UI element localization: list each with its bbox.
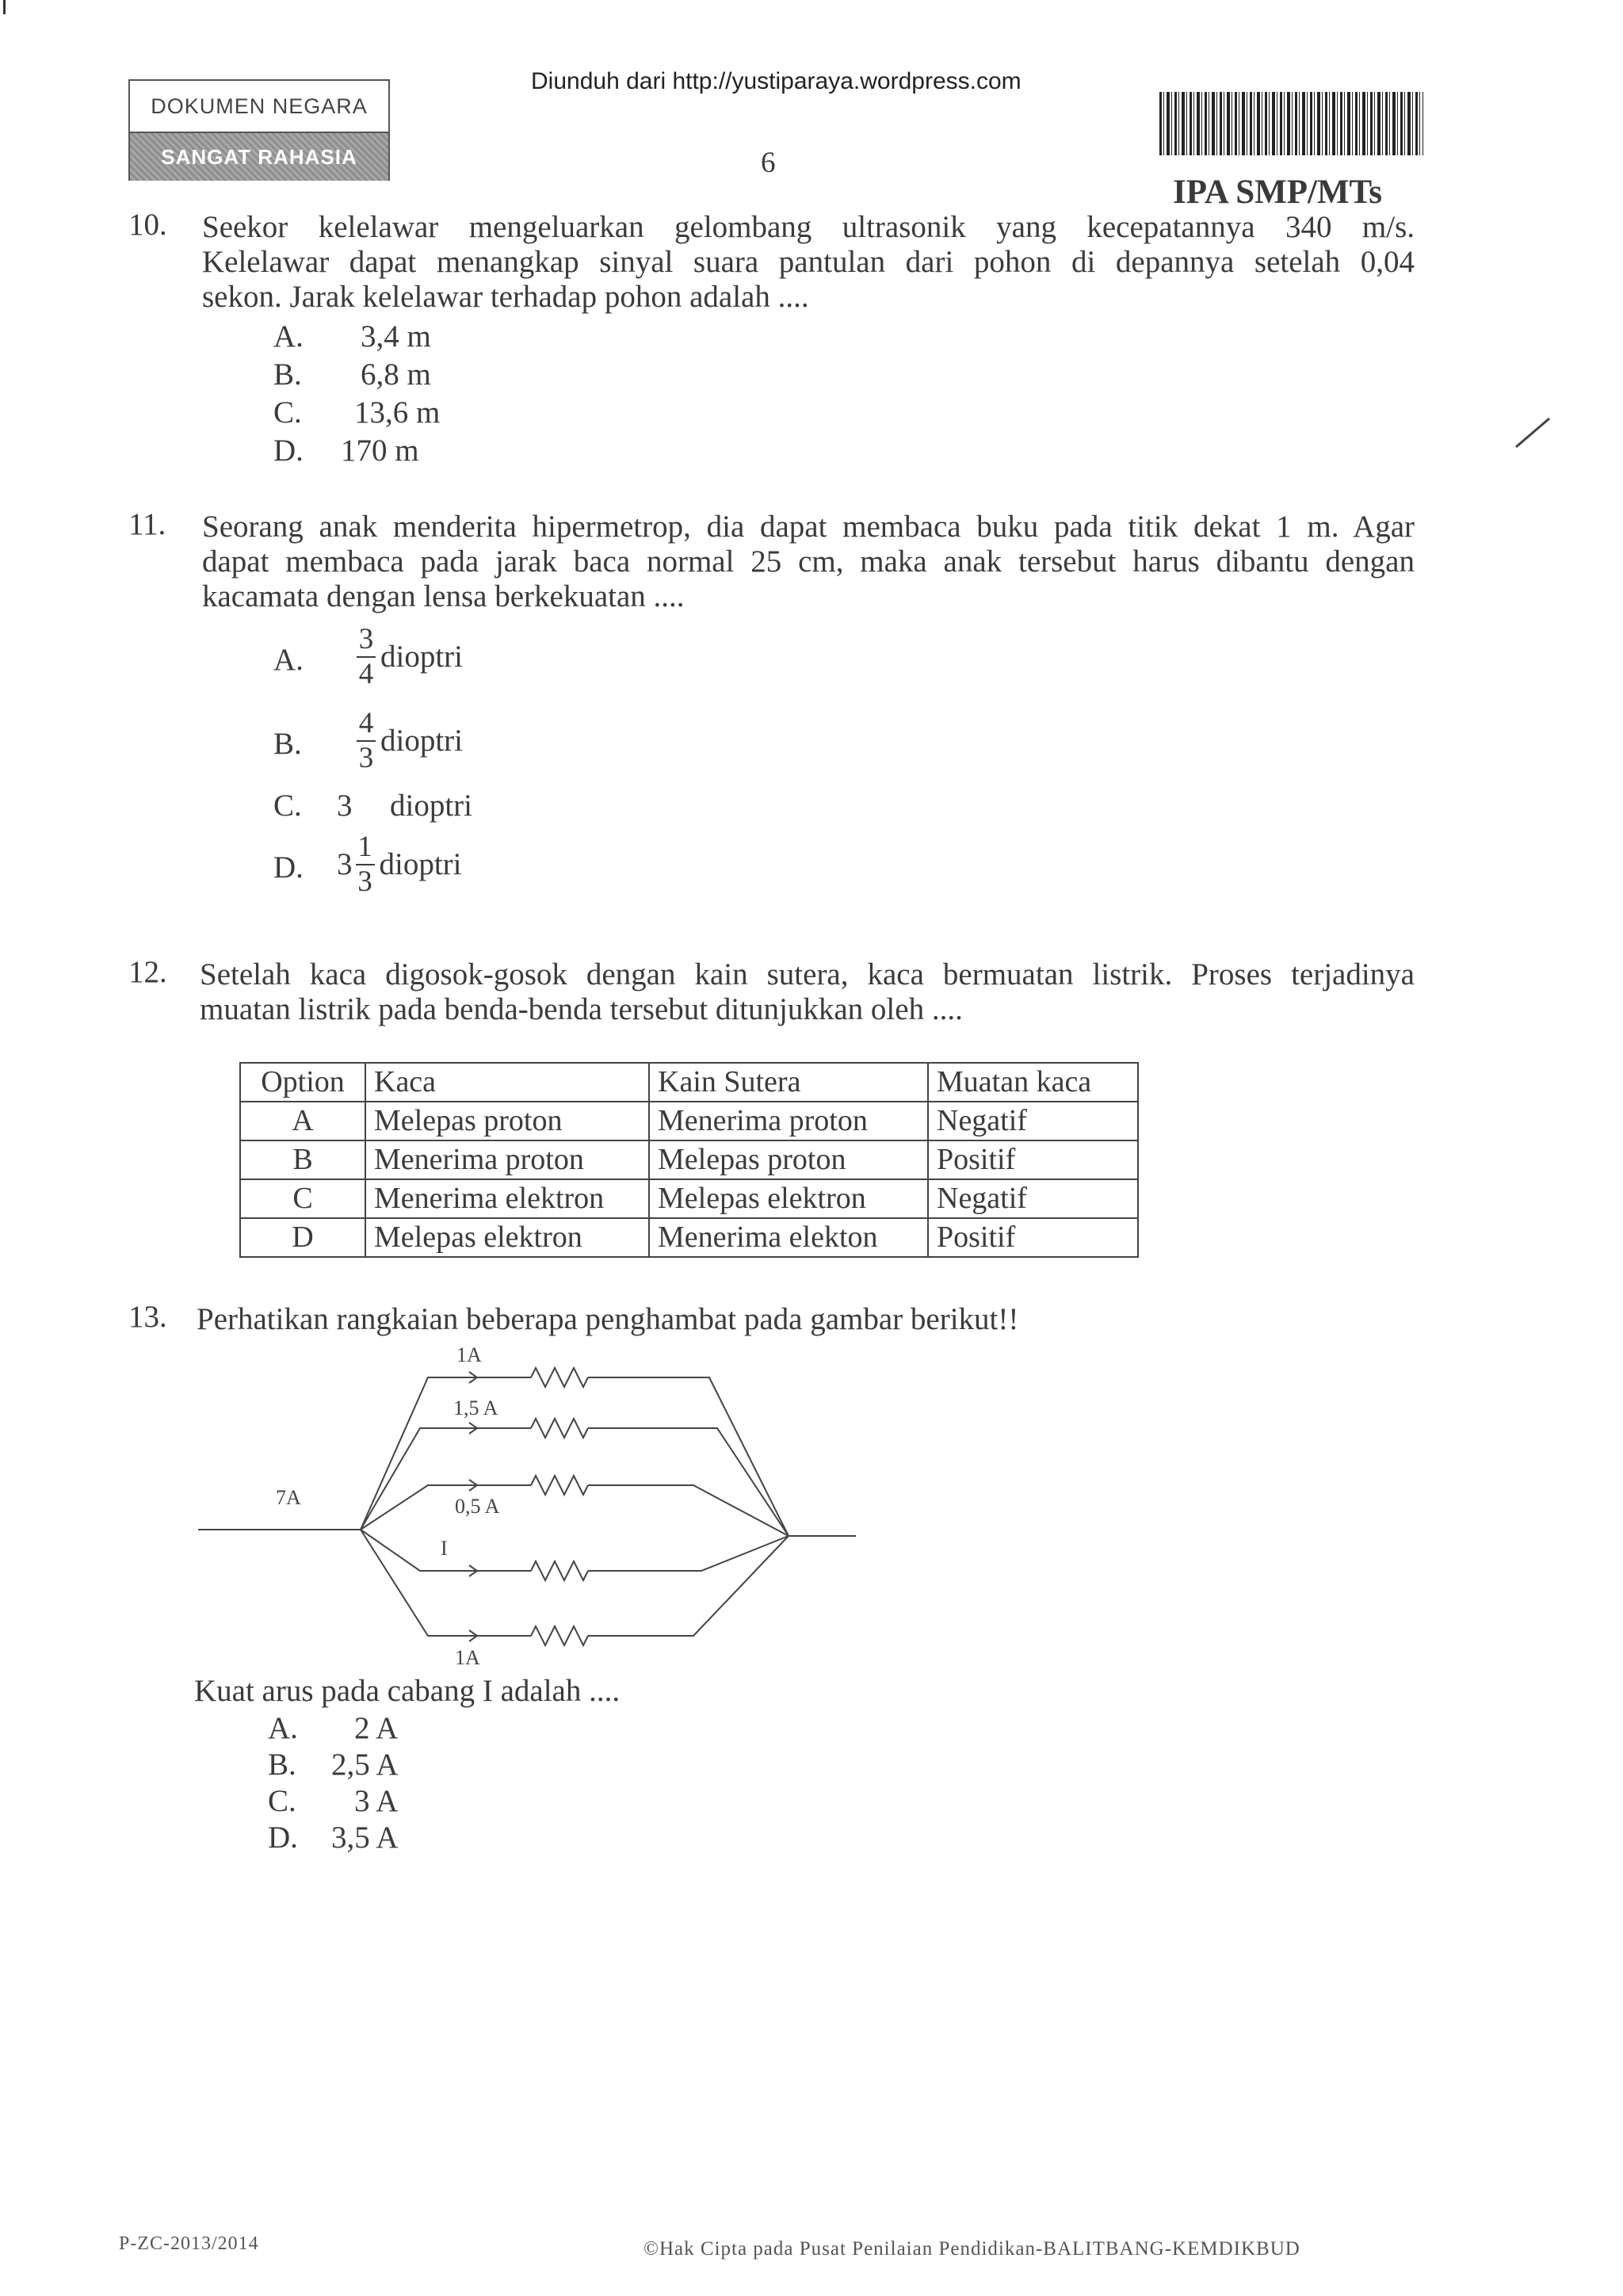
table-cell: Melepas proton (365, 1102, 649, 1140)
option-mixed-number (337, 832, 462, 897)
table-cell: Negatif (928, 1102, 1138, 1140)
question-11-line: dapat membaca pada jarak baca normal 25 cm, maka anak tersebut harus dibantu dengan (202, 544, 1415, 579)
question-11-line: Seorang anak menderita hipermetrop, dia dapat membaca buku pada titik dekat 1 m. Agar (202, 510, 1415, 544)
table-header-cell: Option (240, 1063, 365, 1102)
question-11-number: 11. (128, 507, 166, 541)
fraction-numerator: 4 (358, 707, 374, 739)
table-cell: Menerima elekton (649, 1218, 928, 1257)
branch-3-current-label: 0,5 A (455, 1495, 500, 1518)
table-cell: Menerima proton (365, 1140, 649, 1179)
option-letter: B. (273, 727, 302, 761)
option-value: 2 A (354, 1711, 399, 1745)
footer-code: P-ZC-2013/2014 (119, 2233, 259, 2254)
option-letter: A. (273, 643, 304, 677)
option-unit: dioptri (380, 640, 463, 674)
fraction-numerator: 1 (357, 831, 372, 863)
option-whole: 3 (337, 789, 353, 823)
input-current-label: 7A (276, 1486, 301, 1509)
question-13-line: Perhatikan rangkaian beberapa penghambat pada gambar berikut!! (197, 1302, 1019, 1336)
table-cell: B (240, 1140, 365, 1179)
branch-5-current-label: 1A (455, 1646, 480, 1669)
answer-table (239, 1062, 1139, 1258)
question-12-line: muatan listrik pada benda-benda tersebut ditunjukkan oleh .... (200, 992, 963, 1026)
branch-4-current-label: I (441, 1537, 448, 1560)
option-letter: C. (273, 395, 302, 430)
footer-copyright: ©Hak Cipta pada Pusat Penilaian Pendidikan-BALITBANG-KEMDIKBUD (643, 2238, 1300, 2260)
option-whole: 3 (337, 847, 353, 881)
table-header-cell: Kaca (365, 1063, 649, 1102)
secret-label: SANGAT RAHASIA (130, 133, 388, 181)
question-10-line: Kelelawar dapat menangkap sinyal suara pantulan dari pohon di depannya setelah 0,04 (202, 245, 1415, 279)
branch-1-wire (361, 1377, 789, 1536)
option-value: 13,6 m (354, 395, 441, 430)
table-cell: A (240, 1102, 365, 1140)
table-header-cell: Muatan kaca (928, 1063, 1138, 1102)
option-value: 2,5 A (331, 1748, 399, 1782)
branch-1-current-label: 1A (456, 1343, 482, 1366)
option-letter: A. (273, 319, 304, 353)
option-unit: dioptri (379, 847, 462, 881)
table-cell: C (240, 1179, 365, 1218)
table-cell: Negatif (928, 1179, 1138, 1218)
table-header-cell: Kain Sutera (649, 1063, 928, 1102)
table-row (240, 1140, 1138, 1179)
option-value: 6,8 m (361, 357, 431, 392)
table-cell: Menerima proton (649, 1102, 928, 1140)
table-cell: Positif (928, 1218, 1138, 1257)
table-row (240, 1218, 1138, 1257)
document-classification-box (128, 79, 390, 181)
option-unit: dioptri (390, 789, 472, 823)
option-letter: B. (268, 1748, 296, 1782)
option-fraction (357, 625, 463, 690)
question-10-number: 10. (128, 208, 167, 242)
option-letter: D. (273, 434, 304, 468)
table-row (240, 1102, 1138, 1140)
table-cell: Melepas elektron (365, 1218, 649, 1257)
parallel-resistor-circuit (190, 1331, 872, 1680)
option-letter: B. (273, 357, 302, 392)
branch-5-wire (361, 1530, 789, 1636)
scan-edge-mark (3, 0, 6, 14)
option-value: 3,5 A (331, 1820, 399, 1855)
table-cell: Melepas elektron (649, 1179, 928, 1218)
question-11-line: kacamata dengan lensa berkekuatan .... (202, 579, 685, 613)
pen-mark (1510, 412, 1557, 452)
question-12-line: Setelah kaca digosok-gosok dengan kain sutera, kaca bermuatan listrik. Proses terjadinya (200, 957, 1415, 991)
table-cell: D (240, 1218, 365, 1257)
subject-title: IPA SMP/MTs (1173, 174, 1383, 211)
option-letter: D. (268, 1820, 298, 1855)
option-letter: C. (268, 1784, 296, 1818)
fraction-denominator: 3 (357, 865, 372, 898)
fraction-denominator: 3 (358, 742, 374, 774)
option-fraction (357, 709, 463, 774)
option-letter: D. (273, 850, 304, 884)
table-row (240, 1179, 1138, 1218)
page-number: 6 (761, 147, 776, 179)
fraction-denominator: 4 (358, 658, 374, 690)
download-note: Diunduh dari http://yustiparaya.wordpress.com (531, 68, 1022, 94)
document-label: DOKUMEN NEGARA (130, 81, 388, 133)
question-13-prompt: Kuat arus pada cabang I adalah .... (194, 1674, 621, 1708)
option-value: 170 m (341, 434, 419, 468)
option-unit: dioptri (380, 724, 463, 758)
table-cell: Menerima elektron (365, 1179, 649, 1218)
fraction-numerator: 3 (358, 623, 374, 655)
option-letter: C. (273, 789, 302, 823)
table-header-row (240, 1063, 1138, 1102)
option-value: 3,4 m (361, 319, 431, 353)
option-letter: A. (268, 1711, 298, 1745)
question-10-line: Seekor kelelawar mengeluarkan gelombang ultrasonik yang kecepatannya 340 m/s. (202, 210, 1415, 244)
question-10-line: sekon. Jarak kelelawar terhadap pohon adalah .... (202, 280, 809, 314)
question-12-number: 12. (128, 955, 167, 989)
branch-2-current-label: 1,5 A (453, 1396, 498, 1419)
option-value: 3 A (354, 1784, 399, 1818)
table-cell: Melepas proton (649, 1140, 928, 1179)
table-cell: Positif (928, 1140, 1138, 1179)
barcode (1159, 92, 1423, 155)
question-13-number: 13. (128, 1300, 167, 1334)
